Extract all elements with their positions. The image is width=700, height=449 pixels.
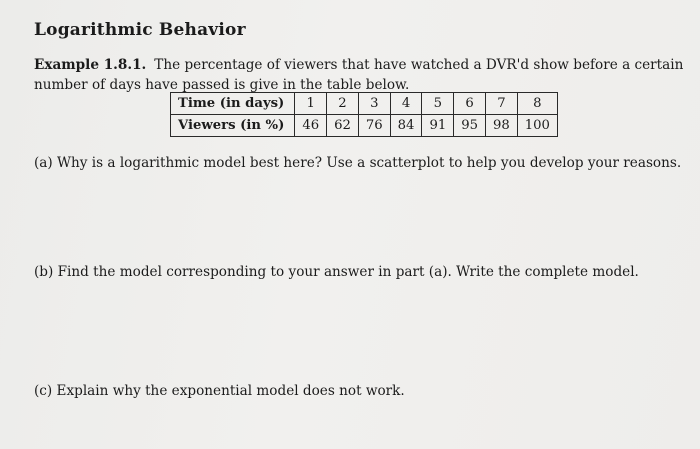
table-cell: 7: [486, 93, 518, 115]
table-cell: 84: [390, 115, 422, 137]
table-row: [171, 115, 558, 137]
table-cell: 100: [517, 115, 557, 137]
section-heading: Logarithmic Behavior: [34, 20, 246, 40]
table-cell: 76: [358, 115, 390, 137]
table-cell: 98: [486, 115, 518, 137]
table-cell: 2: [327, 93, 359, 115]
example-paragraph: [34, 55, 694, 95]
table-cell: 5: [422, 93, 454, 115]
table-cell: 6: [454, 93, 486, 115]
question-b: (b) Find the model corresponding to your answer in part (a). Write the complete model.: [34, 264, 639, 280]
question-c: (c) Explain why the exponential model does not work.: [34, 383, 405, 399]
table-cell: 95: [454, 115, 486, 137]
example-label: Example 1.8.1.: [34, 57, 147, 73]
table-cell: 91: [422, 115, 454, 137]
table-row: [171, 93, 558, 115]
table-cell: 3: [358, 93, 390, 115]
table-cell: 62: [327, 115, 359, 137]
example-text: The percentage of viewers that have watched a DVR'd show before a certain number of days have passed is give in the table below.: [34, 57, 684, 93]
row-header: Time (in days): [171, 93, 295, 115]
table-cell: 4: [390, 93, 422, 115]
row-header: Viewers (in %): [171, 115, 295, 137]
data-table: [170, 92, 558, 137]
question-a: (a) Why is a logarithmic model best here? Use a scatterplot to help you develop your reasons.: [34, 155, 682, 171]
table-cell: 8: [517, 93, 557, 115]
table-cell: 46: [295, 115, 327, 137]
table-cell: 1: [295, 93, 327, 115]
